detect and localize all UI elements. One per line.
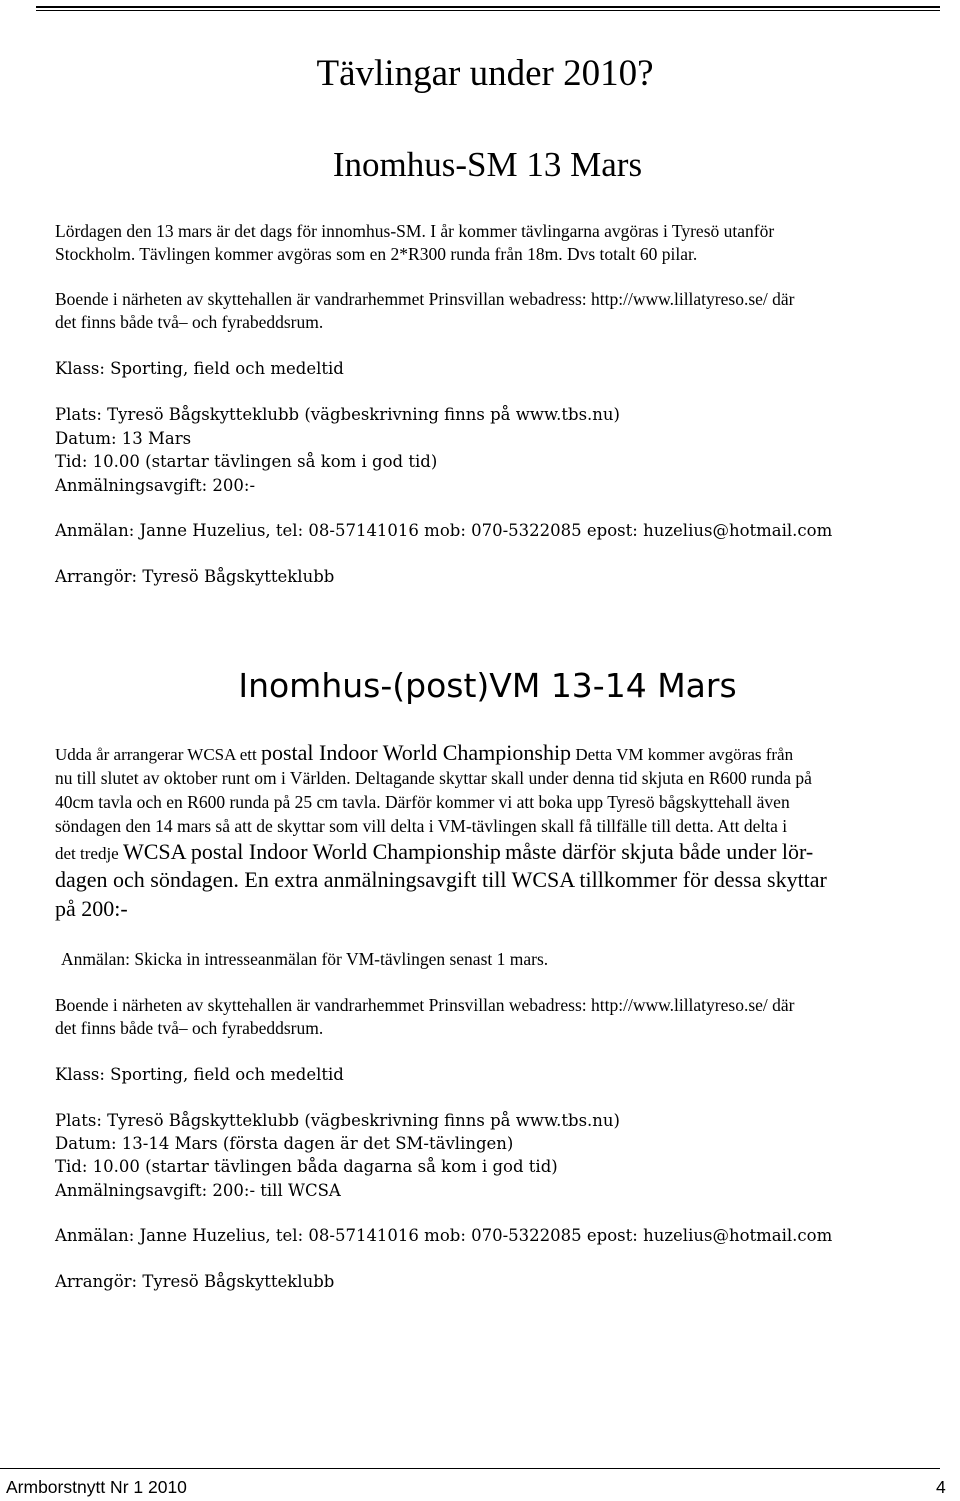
vm-lodging-line-1: Boende i närheten av skyttehallen är vandrarhemmet Prinsvillan webadress: http://www.lillatyreso.se/ där [55, 995, 795, 1015]
vm-paragraph-line-3: 40cm tavla och en R600 runda på 25 cm tavla. Därför kommer vi att boka upp Tyresö bågskyttehall även [55, 792, 790, 812]
sm-intro-line-1: Lördagen den 13 mars är det dags för innomhus-SM. I år kommer tävlingarna avgöras i Tyresö utanför [55, 221, 775, 241]
sm-plats: Plats: Tyresö Bågskytteklubb (vägbeskrivning finns på www.tbs.nu) [55, 405, 620, 424]
top-rule [36, 6, 940, 8]
sm-anmalan: Anmälan: Janne Huzelius, tel: 08-57141016 mob: 070-5322085 epost: huzelius@hotmail.com [55, 521, 833, 540]
vm-plats: Plats: Tyresö Bågskytteklubb (vägbeskrivning finns på www.tbs.nu) [55, 1111, 620, 1130]
vm-tid: Tid: 10.00 (startar tävlingen båda dagarna så kom i god tid) [55, 1157, 558, 1176]
vm-p1-a: Udda år arrangerar WCSA ett [55, 745, 257, 764]
sm-intro-line-2: Stockholm. Tävlingen kommer avgöras som en 2*R300 runda från 18m. Dvs totalt 60 pilar. [55, 244, 698, 264]
vm-paragraph-line-5 [55, 838, 813, 868]
top-rule-thin [36, 10, 940, 11]
vm-l5-c: WCSA postal Indoor World Championship [122, 839, 501, 864]
vm-paragraph-line-7: på 200:- [55, 896, 128, 921]
vm-anmalan-intresse: Anmälan: Skicka in intresseanmälan för VM-tävlingen senast 1 mars. [61, 949, 549, 969]
footer-rule [0, 1468, 940, 1469]
vm-datum: Datum: 13-14 Mars (första dagen är det SM-tävlingen) [55, 1134, 514, 1153]
vm-anmalan: Anmälan: Janne Huzelius, tel: 08-57141016 mob: 070-5322085 epost: huzelius@hotmail.com [55, 1226, 833, 1245]
vm-p1-c: Detta VM kommer avgöras från [575, 745, 794, 764]
vm-paragraph-line-1 [55, 740, 793, 768]
vm-l5-a: det [55, 844, 76, 863]
sm-tid: Tid: 10.00 (startar tävlingen så kom i god tid) [55, 452, 438, 471]
vm-l5-d: måste därför skjuta både under lör- [505, 839, 814, 864]
page-title: Tävlingar under 2010? [316, 53, 654, 94]
sm-klass: Klass: Sporting, field och medeltid [55, 359, 344, 378]
vm-p1-b: postal Indoor World Championship [260, 740, 572, 765]
footer-publication: Armborstnytt Nr 1 2010 [6, 1477, 187, 1497]
section-heading-vm: Inomhus-(post)VM 13-14 Mars [238, 666, 737, 705]
vm-avgift: Anmälningsavgift: 200:- till WCSA [55, 1181, 341, 1200]
section-heading-sm: Inomhus-SM 13 Mars [332, 145, 643, 184]
vm-paragraph-line-6: dagen och söndagen. En extra anmälningsavgift till WCSA tillkommer för dessa skyttar [55, 867, 827, 892]
sm-avgift: Anmälningsavgift: 200:- [55, 476, 256, 495]
sm-arrangor: Arrangör: Tyresö Bågskytteklubb [55, 567, 335, 586]
sm-lodging-line-2: det finns både två– och fyrabeddsrum. [55, 312, 324, 332]
vm-arrangor: Arrangör: Tyresö Bågskytteklubb [55, 1272, 335, 1291]
vm-l5-b: tredje [80, 844, 119, 863]
vm-lodging-line-2: det finns både två– och fyrabeddsrum. [55, 1018, 324, 1038]
sm-datum: Datum: 13 Mars [55, 429, 192, 448]
footer-page-number: 4 [936, 1477, 946, 1497]
sm-lodging-line-1: Boende i närheten av skyttehallen är vandrarhemmet Prinsvillan webadress: http://www.lillatyreso.se/ där [55, 289, 795, 309]
vm-klass: Klass: Sporting, field och medeltid [55, 1065, 344, 1084]
vm-paragraph-line-2: nu till slutet av oktober runt om i Världen. Deltagande skyttar skall under denna tid skjuta en R600 runda på [55, 768, 812, 788]
vm-paragraph-line-4: söndagen den 14 mars så att de skyttar som vill delta i VM-tävlingen skall få tillfälle till detta. Att delta i [55, 816, 788, 836]
